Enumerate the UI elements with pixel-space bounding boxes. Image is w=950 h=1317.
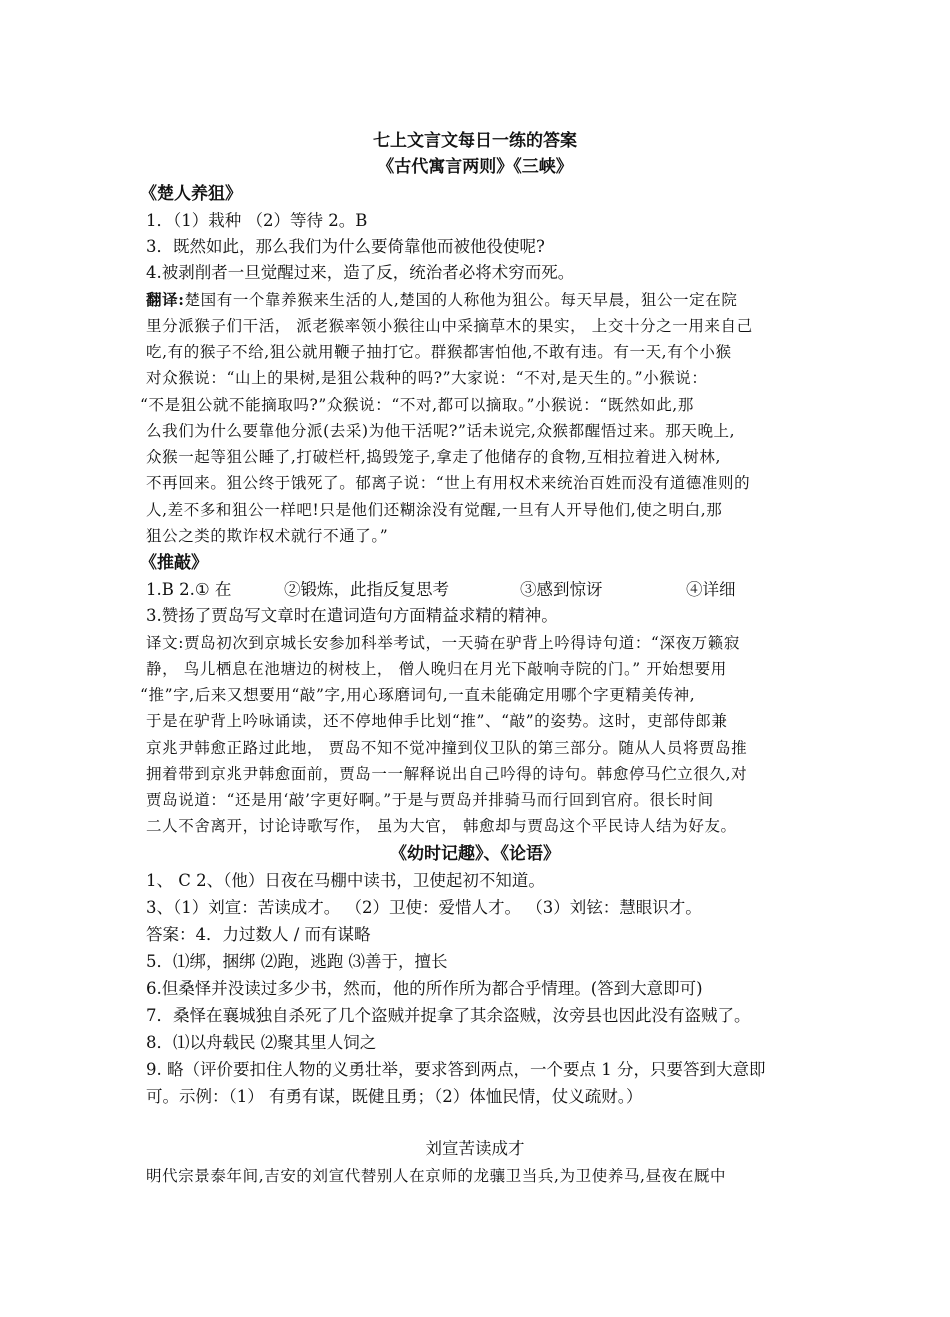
answer-line: 1．（1）栽种 （2）等待 2。B (146, 211, 368, 230)
translation-line: 京兆尹韩愈正路过此地， 贾岛不知不觉冲撞到仪卫队的第三部分。随从人员将贾岛推 (146, 739, 748, 757)
answer-line: 5．⑴绑，捆绑 ⑵跑，逃跑 ⑶善于，擅长 (146, 952, 448, 971)
document-title: 七上文言文每日一练的答案 (373, 131, 577, 151)
translation-line: 贾岛说道：“还是用‘敲’字更好啊。”于是与贾岛并排骑马而行回到官府。很长时间 (146, 791, 714, 809)
translation-line: 对众猴说：“山上的果树,是狙公栽种的吗?”大家说：“不对,是天生的。”小猴说： (146, 369, 708, 387)
answer-line: 7．桑怿在襄城独自杀死了几个盗贼并捉拿了其余盗贼，汝旁县也因此没有盗贼了。 (146, 1006, 751, 1025)
answer-line: 3.赞扬了贾岛写文章时在遣词造句方面精益求精的精神。 (146, 606, 558, 625)
translation-line: “不是狙公就不能摘取吗?”众猴说：“不对,都可以摘取。”小猴说：“既然如此,那 (140, 396, 694, 414)
translation-line: 拥着带到京兆尹韩愈面前，贾岛一一解释说出自己吟得的诗句。韩愈停马伫立很久,对 (146, 765, 748, 783)
answer-line: 8．⑴以舟载民 ⑵聚其里人饲之 (146, 1033, 377, 1052)
answer-line: 1.B 2.① 在 ②锻炼，此指反复思考 ③感到惊讶 ④详细 (146, 580, 736, 599)
answer-line: 答案：4．力过数人 / 而有谋略 (146, 925, 371, 944)
answer-line: 3．既然如此，那么我们为什么要倚靠他而被他役使呢? (146, 237, 545, 256)
translation-line: 么我们为什么要靠他分派(去采)为他干活呢?”话未说完,众猴都醒悟过来。那天晚上, (146, 422, 736, 440)
translation-line: 二人不舍离开，讨论诗歌写作， 虽为大官， 韩愈却与贾岛这个平民诗人结为好友。 (146, 817, 737, 835)
translation-line: 不再回来。狙公终于饿死了。郁离子说：“世上有用权术来统治百姓而没有道德准则的 (146, 474, 751, 492)
translation-line: 众猴一起等狙公睡了,打破栏杆,捣毁笼子,拿走了他储存的食物,互相拉着进入树林, (146, 448, 722, 466)
answer-line: 4.被剥削者一旦觉醒过来，造了反，统治者必将术穷而死。 (146, 263, 575, 282)
translation-line: 于是在驴背上吟咏诵读，还不停地伸手比划“推”、“敲”的姿势。这时，吏部侍郎兼 (146, 712, 728, 730)
story-title: 刘宣苦读成才 (425, 1139, 525, 1158)
answer-line: 6.但桑怿并没读过多少书，然而，他的所作所为都合乎情理。(答到大意即可) (146, 979, 703, 998)
section-heading-youshijiqu: 《幼时记趣》、《论语》 (390, 844, 560, 864)
answer-line: 可。示例：（1） 有勇有谋，既健且勇；（2）体恤民情，仗义疏财。） (146, 1087, 643, 1106)
translation-line: 狙公之类的欺诈权术就行不通了。” (146, 527, 389, 545)
document-subtitle: 《古代寓言两则》《三峡》 (377, 157, 573, 177)
translation-line: 里分派猴子们干活， 派老猴率领小猴往山中采摘草木的果实， 上交十分之一用来自己 (146, 317, 753, 335)
answer-line: 3、（1）刘宣：苦读成才。 （2）卫使：爱惜人才。 （3）刘铉：慧眼识才。 (146, 898, 702, 917)
section-heading-churenyangju: 《楚人养狙》 (140, 184, 242, 204)
section-heading-tuiqiao: 《推敲》 (140, 553, 208, 573)
story-line: 明代宗景泰年间,吉安的刘宣代替别人在京师的龙骧卫当兵,为卫使养马,昼夜在厩中 (146, 1167, 727, 1185)
translation-line: 译文:贾岛初次到京城长安参加科举考试，一天骑在驴背上吟得诗句道：“深夜万籁寂 (146, 634, 740, 652)
translation-line: 翻译:楚国有一个靠养猴来生活的人,楚国的人称他为狙公。每天早晨，狙公一定在院 (146, 290, 738, 309)
answer-line: 1、 C 2、（他）日夜在马棚中读书，卫使起初不知道。 (146, 871, 545, 890)
translation-line: “推”字,后来又想要用“敲”字,用心琢磨词句,一直未能确定用哪个字更精美传神, (140, 686, 696, 704)
answer-line: 9. 略（评价要扣住人物的义勇壮举，要求答到两点，一个要点 1 分，只要答到大意即 (146, 1060, 766, 1079)
translation-line: 人,差不多和狙公一样吧!只是他们还糊涂没有觉醒,一旦有人开导他们,使之明白,那 (146, 501, 723, 519)
translation-label: 翻译: (146, 290, 185, 309)
translation-line: 吃,有的猴子不给,狙公就用鞭子抽打它。群猴都害怕他,不敢有违。有一天,有个小猴 (146, 343, 732, 361)
translation-line: 静， 鸟儿栖息在池塘边的树枝上， 僧人晚归在月光下敲响寺院的门。” 开始想要用 (146, 660, 727, 678)
